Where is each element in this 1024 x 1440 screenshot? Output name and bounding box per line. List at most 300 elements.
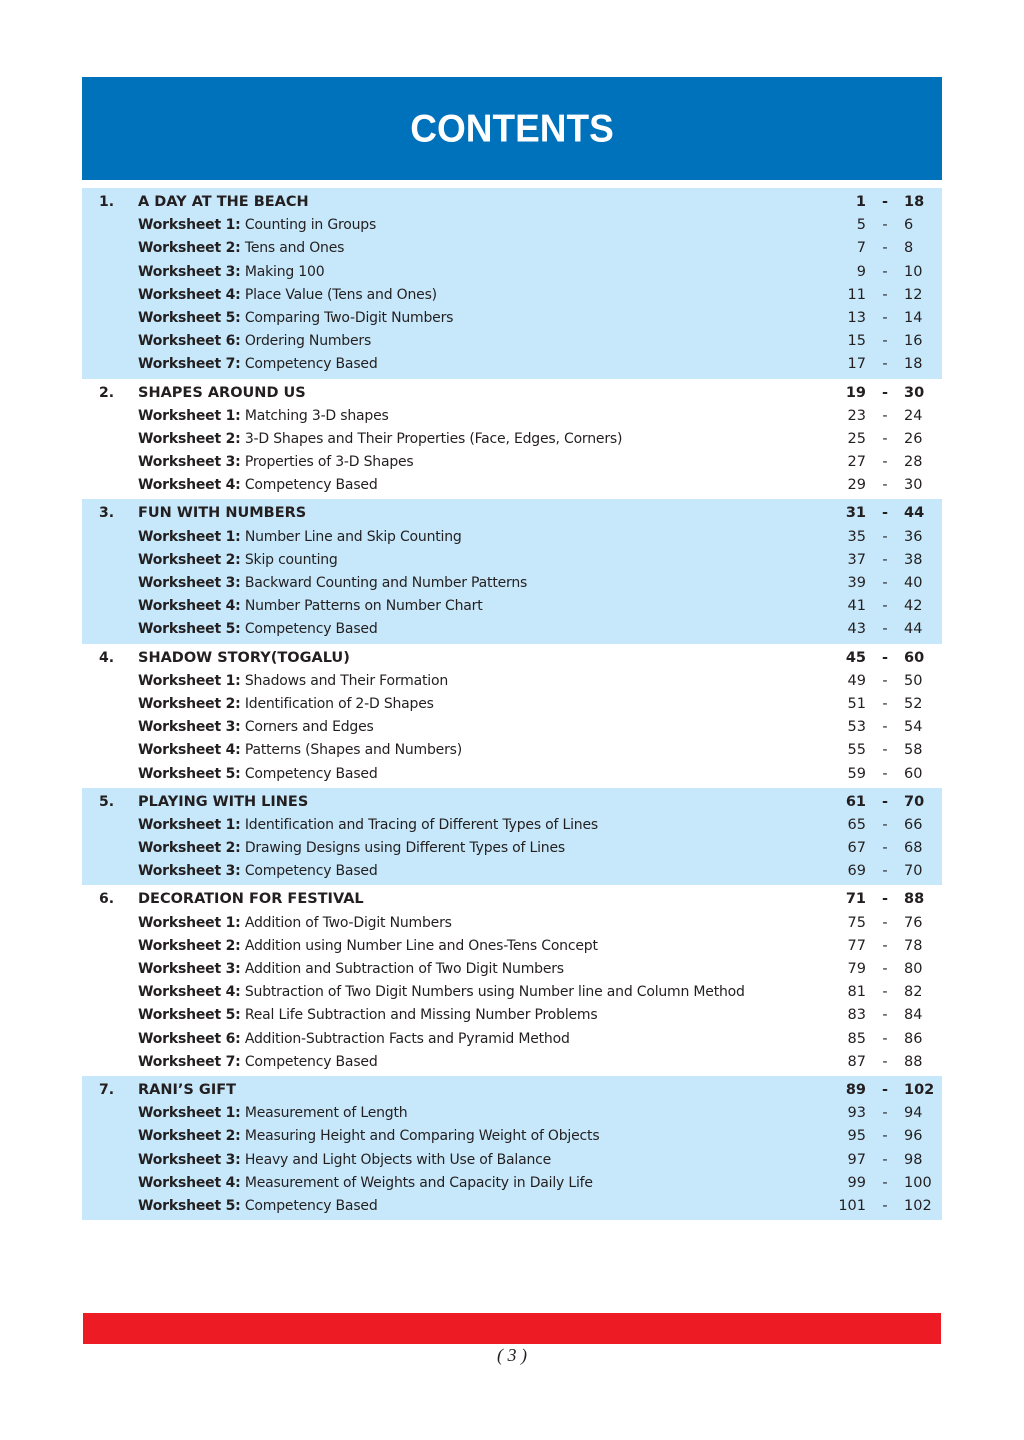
chapter-row[interactable] [82,502,942,525]
worksheet-label: Worksheet 2: [138,937,241,954]
page-to: 96 [904,1128,923,1145]
worksheet-title: Corners and Edges [244,719,374,736]
page-dash: - [882,528,888,545]
worksheet-label: Worksheet 2: [138,840,241,857]
page-from: 13 [847,309,866,326]
worksheet-row[interactable] [82,572,942,595]
page-to: 44 [904,621,923,638]
worksheet-entry [138,237,344,260]
worksheet-label: Worksheet 4: [138,598,241,615]
worksheet-label: Worksheet 2: [138,240,241,257]
page-from: 85 [847,1030,866,1047]
worksheet-title: Competency Based [244,356,378,373]
worksheet-entry [138,912,452,935]
page-dash: - [882,575,888,591]
page-to: 68 [904,840,923,857]
worksheet-title: Identification of 2-D Shapes [244,695,434,712]
page-dash: - [882,551,888,568]
page-dash: - [882,407,888,424]
contents-header [82,77,942,180]
worksheet-entry [138,549,338,572]
page-dash: - [882,454,888,471]
worksheet-entry [138,716,374,739]
worksheet-row[interactable] [82,451,942,474]
worksheet-label: Worksheet 6: [138,333,241,350]
worksheet-row[interactable] [82,214,942,237]
worksheet-label: Worksheet 1: [138,816,241,833]
page-to: 16 [904,333,923,350]
worksheet-entry [138,451,414,474]
page-dash: - [882,356,888,373]
worksheet-label: Worksheet 1: [138,672,241,689]
page-from: 83 [847,1007,866,1024]
worksheet-label: Worksheet 3: [138,575,241,591]
page-from: 61 [845,793,866,810]
chapter-section [82,644,942,788]
worksheet-title: Addition using Number Line and Ones-Tens Concept [244,937,598,954]
worksheet-title: Competency Based [244,765,378,782]
page-from: 89 [845,1081,866,1098]
page-dash: - [882,695,888,712]
chapter-row[interactable] [82,191,942,214]
worksheet-title: Shadows and Their Formation [244,672,449,689]
page-dash: - [882,840,888,857]
worksheet-row[interactable] [82,595,942,618]
page-from: 81 [847,984,866,1001]
page-from: 9 [856,263,866,280]
worksheet-entry [138,428,622,451]
worksheet-title: Skip counting [244,551,338,568]
worksheet-row[interactable] [82,814,942,837]
worksheet-entry [138,670,448,693]
chapter-row[interactable] [82,888,942,911]
worksheet-row[interactable] [82,1028,942,1051]
worksheet-label: Worksheet 3: [138,961,241,977]
worksheet-title: 3-D Shapes and Their Properties (Face, Edges, Corners) [244,430,623,447]
worksheet-label: Worksheet 5: [138,309,241,326]
page-from: 1 [855,194,866,210]
chapter-section [82,1076,942,1220]
worksheet-entry [138,1172,593,1195]
page-to: 102 [904,1081,935,1098]
worksheet-title: Number Patterns on Number Chart [244,598,483,615]
worksheet-title: Real Life Subtraction and Missing Number Problems [244,1007,598,1024]
page-to: 44 [904,505,925,522]
chapter-number: 1. [99,194,115,210]
worksheet-label: Worksheet 1: [138,407,241,424]
page-title: CONTENTS [410,106,614,150]
worksheet-entry [138,1149,551,1172]
worksheet-title: Addition and Subtraction of Two Digit Numbers [244,961,564,977]
worksheet-label: Worksheet 1: [138,217,241,234]
worksheet-entry [138,595,483,618]
page-dash: - [882,477,888,494]
page-dash: - [882,263,888,280]
page-dash: - [882,984,888,1001]
worksheet-title: Tens and Ones [244,240,345,257]
page-to: 50 [904,672,923,689]
page-to: 36 [904,528,923,545]
worksheet-title: Measurement of Weights and Capacity in Daily Life [244,1174,593,1191]
chapter-row[interactable] [82,791,942,814]
page-from: 31 [845,505,866,522]
worksheet-title: Making 100 [244,263,325,280]
worksheet-row[interactable] [82,526,942,549]
page-dash: - [882,719,888,736]
worksheet-label: Worksheet 4: [138,1174,241,1191]
page-dash: - [882,914,888,931]
worksheet-entry [138,330,371,353]
page-dash: - [882,742,888,759]
worksheet-title: Addition of Two-Digit Numbers [244,914,452,931]
worksheet-row[interactable] [82,1004,942,1027]
page-to: 18 [904,356,923,373]
page-from: 23 [847,407,866,424]
worksheet-label: Worksheet 2: [138,695,241,712]
page-from: 15 [847,333,866,350]
worksheet-row[interactable] [82,739,942,762]
page-dash: - [882,816,888,833]
page-dash: - [881,384,889,401]
page-dash: - [882,309,888,326]
page-dash: - [882,217,888,234]
worksheet-row[interactable] [82,958,942,981]
page-dash: - [882,286,888,303]
worksheet-title: Patterns (Shapes and Numbers) [244,742,462,759]
worksheet-title: Addition-Subtraction Facts and Pyramid Method [244,1030,570,1047]
page-to: 88 [904,1053,923,1070]
page-from: 19 [845,384,866,401]
worksheet-row[interactable] [82,981,942,1004]
page-dash: - [882,937,888,954]
worksheet-entry [138,1102,407,1125]
page-to: 58 [904,742,923,759]
worksheet-row[interactable] [82,935,942,958]
page-dash: - [882,333,888,350]
page-from: 51 [847,695,866,712]
page-dash: - [881,649,889,666]
page-from: 11 [847,286,866,303]
worksheet-label: Worksheet 3: [138,719,241,736]
page-to: 60 [904,649,925,666]
worksheet-entry [138,307,453,330]
page-from: 87 [847,1053,866,1070]
page-from: 67 [847,840,866,857]
worksheet-label: Worksheet 1: [138,1105,241,1122]
page-from: 71 [845,891,866,908]
chapter-section [82,379,942,500]
page-from: 17 [847,356,866,373]
page-dash: - [881,1081,889,1098]
worksheet-row[interactable] [82,284,942,307]
worksheet-row[interactable] [82,474,942,497]
worksheet-title: Properties of 3-D Shapes [244,454,414,471]
page-from: 41 [847,598,866,615]
page-from: 55 [847,742,866,759]
chapter-number: 3. [99,505,115,522]
page-to: 82 [904,984,923,1001]
worksheet-title: Drawing Designs using Different Types of Lines [244,840,565,857]
page-from: 25 [847,430,866,447]
page-to: 28 [904,454,923,471]
worksheet-title: Place Value (Tens and Ones) [244,286,437,303]
page-to: 10 [904,263,923,280]
page-to: 78 [904,937,923,954]
worksheet-title: Competency Based [244,1197,378,1214]
page-to: 66 [904,816,923,833]
chapter-section [82,885,942,1076]
worksheet-title: Measuring Height and Comparing Weight of Objects [244,1128,600,1145]
page-from: 95 [847,1128,866,1145]
page-from: 53 [847,719,866,736]
worksheet-label: Worksheet 5: [138,1197,241,1214]
page-to: 14 [904,309,923,326]
worksheet-row[interactable] [82,549,942,572]
page-from: 65 [847,816,866,833]
page-to: 12 [904,286,923,303]
worksheet-entry [138,1004,597,1027]
worksheet-entry [138,837,565,860]
worksheet-row[interactable] [82,1195,942,1218]
worksheet-title: Number Line and Skip Counting [244,528,462,545]
page-to: 18 [904,194,925,210]
worksheet-entry [138,405,389,428]
chapter-title: RANI’S GIFT [138,1081,237,1098]
page-dash: - [881,793,889,810]
worksheet-title: Counting in Groups [244,217,377,234]
chapter-title: SHAPES AROUND US [138,384,306,401]
worksheet-entry [138,1051,378,1074]
page-from: 35 [847,528,866,545]
page-dash: - [882,621,888,638]
worksheet-row[interactable] [82,1172,942,1195]
page-from: 101 [838,1197,866,1214]
page-to: 84 [904,1007,923,1024]
worksheet-title: Ordering Numbers [244,333,372,350]
worksheet-row[interactable] [82,307,942,330]
worksheet-title: Subtraction of Two Digit Numbers using Number line and Column Method [244,984,745,1001]
page-from: 93 [847,1105,866,1122]
page-to: 24 [904,407,923,424]
page-from: 75 [847,914,866,931]
page-to: 38 [904,551,923,568]
worksheet-label: Worksheet 2: [138,551,241,568]
page-number: ( 3 ) [497,1345,527,1365]
page-from: 37 [847,551,866,568]
page-dash: - [882,863,888,880]
worksheet-label: Worksheet 6: [138,1030,241,1047]
worksheet-row[interactable] [82,353,942,376]
worksheet-entry [138,1195,378,1218]
worksheet-row[interactable] [82,618,942,641]
chapter-title: SHADOW STORY(TOGALU) [138,649,350,666]
worksheet-label: Worksheet 3: [138,1151,241,1168]
worksheet-label: Worksheet 4: [138,477,241,494]
page-dash: - [881,194,889,210]
worksheet-row[interactable] [82,670,942,693]
worksheet-label: Worksheet 3: [138,454,241,471]
chapter-section [82,788,942,886]
worksheet-row[interactable] [82,428,942,451]
worksheet-label: Worksheet 5: [138,621,241,638]
worksheet-title: Competency Based [244,1053,378,1070]
chapter-number: 2. [99,384,115,401]
worksheet-entry [138,572,527,595]
worksheet-entry [138,693,434,716]
page-dash: - [881,891,889,908]
worksheet-title: Identification and Tracing of Different Types of Lines [244,816,598,833]
chapter-number: 4. [99,649,115,666]
page-to: 40 [904,575,923,591]
chapter-row[interactable] [82,647,942,670]
worksheet-label: Worksheet 5: [138,1007,241,1024]
chapter-row[interactable] [82,1079,942,1102]
page-dash: - [882,430,888,447]
chapter-title: DECORATION FOR FESTIVAL [138,891,364,908]
page-from: 69 [847,863,866,880]
worksheet-row[interactable] [82,1149,942,1172]
worksheet-title: Matching 3-D shapes [244,407,389,424]
worksheet-row[interactable] [82,261,942,284]
page-from: 49 [847,672,866,689]
page-to: 98 [904,1151,923,1168]
chapter-title: FUN WITH NUMBERS [138,505,307,522]
page-from: 39 [847,575,866,591]
worksheet-title: Measurement of Length [244,1105,408,1122]
worksheet-label: Worksheet 2: [138,1128,241,1145]
worksheet-title: Competency Based [244,477,378,494]
page-dash: - [881,505,889,522]
worksheet-row[interactable] [82,912,942,935]
chapter-row[interactable] [82,382,942,405]
page-dash: - [882,598,888,615]
worksheet-label: Worksheet 5: [138,765,241,782]
page-from: 7 [856,240,866,257]
page-to: 6 [904,217,914,234]
worksheet-entry [138,739,462,762]
worksheet-entry [138,618,378,641]
worksheet-entry [138,284,437,307]
worksheet-row[interactable] [82,860,942,883]
worksheet-row[interactable] [82,693,942,716]
worksheet-row[interactable] [82,237,942,260]
worksheet-row[interactable] [82,837,942,860]
page-to: 76 [904,914,923,931]
worksheet-row[interactable] [82,1125,942,1148]
page-to: 30 [904,384,925,401]
page-to: 26 [904,430,923,447]
page-dash: - [882,1128,888,1145]
worksheet-label: Worksheet 4: [138,984,241,1001]
page-to: 52 [904,695,923,712]
page-from: 79 [847,961,866,977]
worksheet-row[interactable] [82,405,942,428]
page-from: 99 [847,1174,866,1191]
chapter-section [82,188,942,379]
footer-bar [83,1313,941,1344]
page-dash: - [882,1030,888,1047]
worksheet-label: Worksheet 4: [138,286,241,303]
worksheet-entry [138,261,324,284]
page-to: 70 [904,863,923,880]
worksheet-entry [138,1028,570,1051]
worksheet-entry [138,958,564,981]
page-to: 86 [904,1030,923,1047]
worksheet-entry [138,935,598,958]
page-from: 77 [847,937,866,954]
worksheet-label: Worksheet 1: [138,914,241,931]
worksheet-entry [138,1125,599,1148]
page-from: 97 [847,1151,866,1168]
worksheet-entry [138,814,598,837]
page-to: 88 [904,891,925,908]
page-to: 102 [904,1197,932,1214]
worksheet-entry [138,763,378,786]
worksheet-title: Backward Counting and Number Patterns [244,575,528,591]
chapter-number: 7. [99,1081,115,1098]
worksheet-entry [138,353,378,376]
worksheet-entry [138,474,378,497]
chapter-section [82,499,942,643]
worksheet-row[interactable] [82,1051,942,1074]
worksheet-label: Worksheet 7: [138,1053,241,1070]
page-to: 8 [904,240,914,257]
worksheet-title: Heavy and Light Objects with Use of Balance [244,1151,552,1168]
worksheet-entry [138,981,745,1004]
worksheet-entry [138,526,462,549]
page-from: 27 [847,454,866,471]
page-dash: - [882,1197,888,1214]
page-dash: - [882,765,888,782]
worksheet-entry [138,214,376,237]
worksheet-label: Worksheet 3: [138,263,241,280]
page-dash: - [882,1053,888,1070]
worksheet-label: Worksheet 3: [138,863,241,880]
page-from: 29 [847,477,866,494]
chapter-number: 5. [99,793,115,810]
worksheet-title: Competency Based [244,863,378,880]
worksheet-row[interactable] [82,330,942,353]
page-to: 30 [904,477,923,494]
page-dash: - [882,1151,888,1168]
worksheet-title: Competency Based [244,621,378,638]
page-to: 70 [904,793,925,810]
worksheet-label: Worksheet 1: [138,528,241,545]
worksheet-row[interactable] [82,763,942,786]
worksheet-row[interactable] [82,716,942,739]
worksheet-entry [138,860,378,883]
page-from: 43 [847,621,866,638]
worksheet-label: Worksheet 7: [138,356,241,373]
page-to: 60 [904,765,923,782]
chapter-number: 6. [99,891,115,908]
page-dash: - [882,961,888,977]
page-to: 54 [904,719,923,736]
page-to: 94 [904,1105,923,1122]
page-dash: - [882,1007,888,1024]
chapter-title: A DAY AT THE BEACH [138,194,309,210]
page-dash: - [882,1105,888,1122]
page-from: 5 [856,217,866,234]
worksheet-row[interactable] [82,1102,942,1125]
chapter-title: PLAYING WITH LINES [138,793,309,810]
page-dash: - [882,240,888,257]
page-to: 42 [904,598,923,615]
worksheet-label: Worksheet 4: [138,742,241,759]
page-dash: - [882,1174,888,1191]
page-dash: - [882,672,888,689]
page-from: 45 [845,649,866,666]
